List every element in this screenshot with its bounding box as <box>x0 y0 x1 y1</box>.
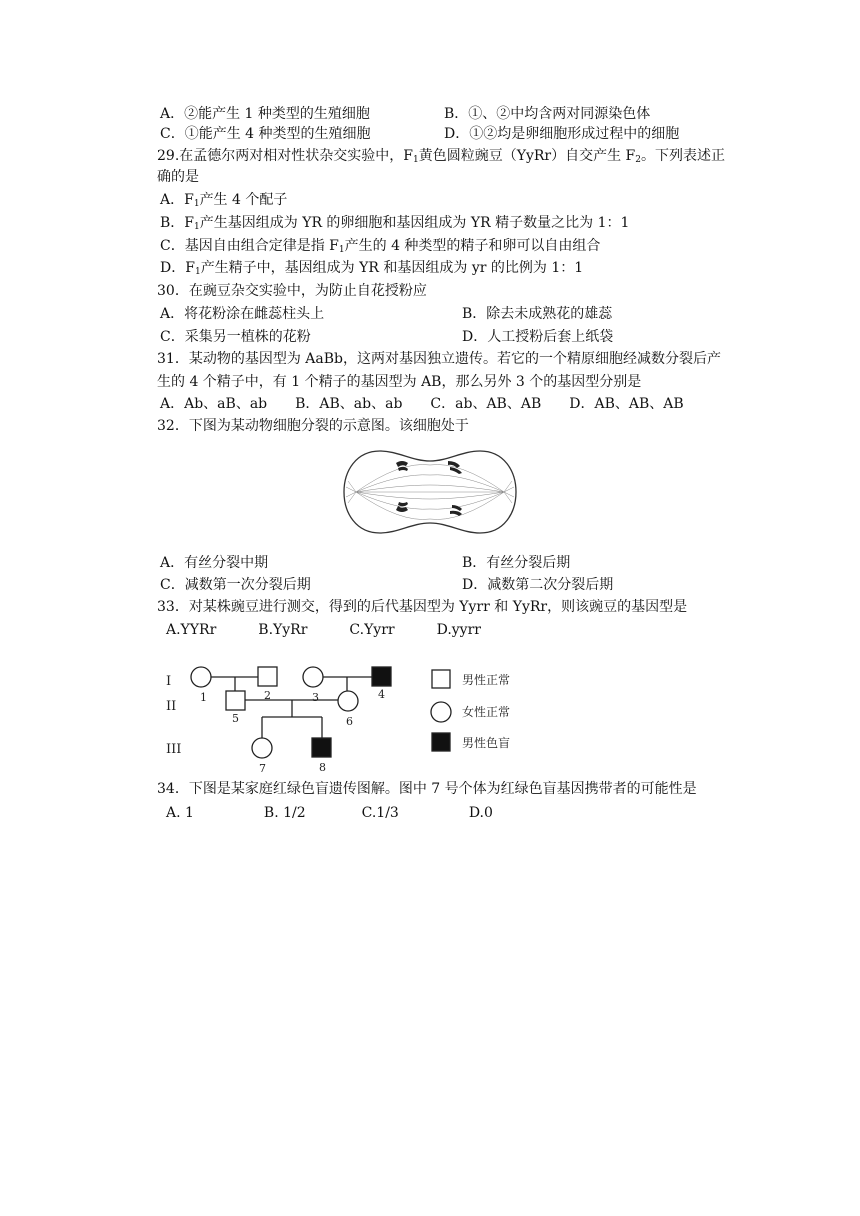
individual-label-3: 3 <box>312 691 319 704</box>
individual-2 <box>258 667 277 686</box>
q29-option-a: A．$F_1$产生 4 个配子 <box>160 192 288 209</box>
individual-1 <box>191 667 211 687</box>
q33-stem: 33．对某株豌豆进行测交，得到的后代基因型为 Yyrr 和 YyRr，则该豌豆的基因型是 <box>157 599 688 615</box>
individual-label-4: 4 <box>378 688 385 701</box>
generation-label-1: I <box>166 674 172 689</box>
individual-5 <box>226 691 245 710</box>
q30-option-a: A．将花粉涂在雌蕊柱头上 <box>160 306 325 322</box>
q30-option-d: D．人工授粉后套上纸袋 <box>462 329 614 345</box>
individual-label-6: 6 <box>346 715 353 728</box>
q29-option-c: C．基因自由组合定律是指 $F_1$产生的 4 种类型的精子和卵可以自由组合 <box>160 238 601 255</box>
generation-label-2: II <box>166 699 177 714</box>
legend-affected-male-label: 男性色盲 <box>462 736 511 750</box>
q28-option-a: A．②能产生 1 种类型的生殖细胞 <box>160 106 370 122</box>
legend-affected-male-symbol <box>432 733 450 751</box>
individual-label-5: 5 <box>232 712 239 725</box>
q28-option-d: D．①②均是卵细胞形成过程中的细胞 <box>444 126 680 142</box>
q30-option-b: B．除去未成熟花的雄蕊 <box>462 306 613 322</box>
pedigree-figure <box>160 658 540 778</box>
individual-label-8: 8 <box>319 761 326 774</box>
q28-option-b: B．①、②中均含两对同源染色体 <box>444 106 651 122</box>
q29-option-b: B．$F_1$产生基因组成为 YR 的卵细胞和基因组成为 YR 精子数量之比为 1：1 <box>160 215 630 232</box>
q34-options: A. 1 B. 1/2 C.1/3 D.0 <box>166 805 493 821</box>
cell-division-figure <box>340 447 520 537</box>
legend-normal-male-label: 男性正常 <box>462 673 511 687</box>
q31-stem: 31．某动物的基因型为 AaBb，这两对基因独立遗传。若它的一个精原细胞经减数分裂后产 <box>157 351 721 367</box>
q33-options: A.YYRr B.YyRr C.Yyrr D.yyrr <box>166 622 481 638</box>
q29-stem: 29.在孟德尔两对相对性状杂交实验中，$F_1$黄色圆粒豌豆（YyRr）自交产生 $F_2$。下列表述正 <box>157 148 726 165</box>
q30-option-c: C．采集另一植株的花粉 <box>160 329 311 345</box>
individual-label-2: 2 <box>264 689 271 702</box>
q32-option-d: D．减数第二次分裂后期 <box>462 577 614 593</box>
q34-stem: 34．下图是某家庭红绿色盲遗传图解。图中 7 号个体为红绿色盲基因携带者的可能性是 <box>157 781 697 797</box>
q30-stem: 30．在豌豆杂交实验中，为防止自花授粉应 <box>157 283 427 299</box>
individual-7 <box>252 738 272 758</box>
q29-option-d: D．$F_1$产生精子中，基因组成为 YR 和基因组成为 yr 的比例为 1：1 <box>160 260 584 277</box>
legend-normal-female-symbol <box>431 702 451 722</box>
q31-options: A．Ab、aB、ab B．AB、ab、ab C．ab、AB、AB D．AB、AB、AB <box>160 396 684 412</box>
q32-option-c: C．减数第一次分裂后期 <box>160 577 311 593</box>
q32-option-b: B．有丝分裂后期 <box>462 555 571 571</box>
legend-normal-female-label: 女性正常 <box>462 705 511 719</box>
q32-option-a: A．有丝分裂中期 <box>160 555 269 571</box>
individual-4 <box>372 667 391 686</box>
individual-3 <box>303 667 323 687</box>
q29-stem-line2: 确的是 <box>157 169 199 185</box>
generation-label-3: III <box>166 742 182 757</box>
q31-stem-line2: 生的 4 个精子中，有 1 个精子的基因型为 AB，那么另外 3 个的基因型分别是 <box>157 374 642 390</box>
individual-label-1: 1 <box>200 691 207 704</box>
individual-6 <box>338 691 358 711</box>
individual-8 <box>312 738 331 757</box>
legend-normal-male-symbol <box>432 670 450 688</box>
q32-stem: 32．下图为某动物细胞分裂的示意图。该细胞处于 <box>157 418 469 434</box>
q28-option-c: C．①能产生 4 种类型的生殖细胞 <box>160 126 371 142</box>
individual-label-7: 7 <box>259 762 266 775</box>
